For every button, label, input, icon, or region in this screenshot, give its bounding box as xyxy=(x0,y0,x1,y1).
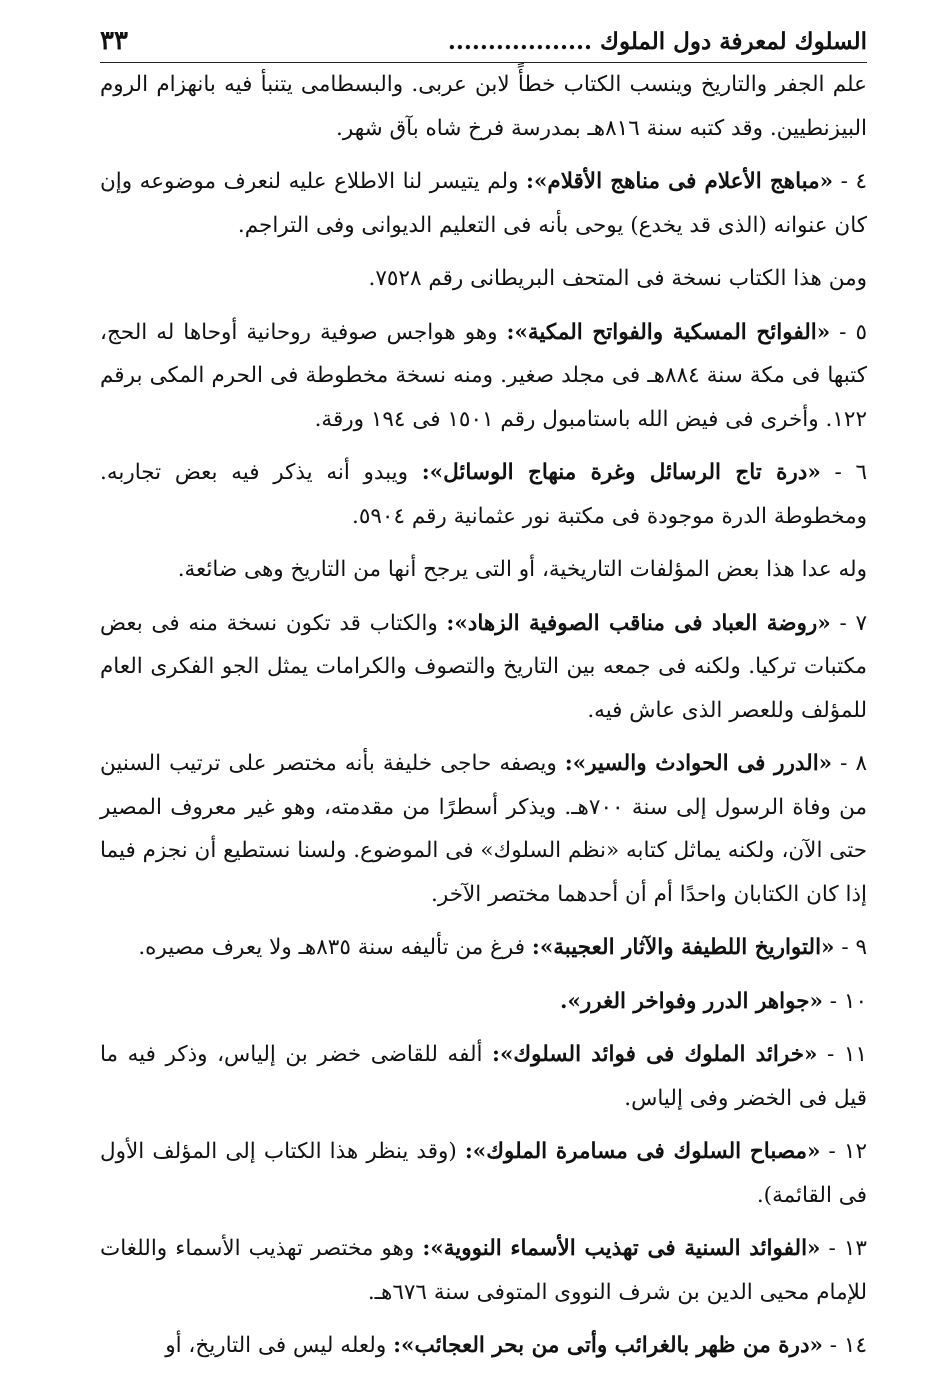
item-number: ١٣ - xyxy=(820,1236,867,1261)
paragraph xyxy=(100,1033,867,1120)
book-title: «مباهج الأعلام فى مناهج الأقلام»: xyxy=(526,169,834,194)
paragraph xyxy=(100,63,867,150)
page-body xyxy=(100,63,867,1368)
item-number: ٨ - xyxy=(832,751,868,776)
item-number: ٤ - xyxy=(833,169,867,194)
book-title: «مصباح السلوك فى مسامرة الملوك»: xyxy=(464,1139,821,1164)
book-title: «درة من ظهر بالغرائب وأتى من بحر العجائب»: xyxy=(393,1333,823,1358)
paragraph-text: ويصفه حاجى خليفة بأنه مختصر على ترتيب السنين من وفاة الرسول إلى سنة ٧٠٠هـ. ويذكر أسطرًا من مقدمته، وهو غير معروف المصير حتى الآن، ولكنه يماثل كتابه «نظم السلوك» فى الموضوع. ولسنا نستطيع أن نجزم فيما إذا كان الكتابان واحدًا أم أن أحدهما مختصر الآخر. xyxy=(100,751,867,907)
book-title: «الفوائد السنية فى تهذيب الأسماء النووية»: xyxy=(422,1236,821,1261)
paragraph xyxy=(100,548,867,592)
paragraph xyxy=(100,257,867,301)
header-rule xyxy=(100,62,867,63)
paragraph-text: وله عدا هذا بعض المؤلفات التاريخية، أو التى يرجح أنها من التاريخ وهى ضائعة. xyxy=(177,557,867,582)
item-number: ١٢ - xyxy=(820,1139,868,1164)
paragraph-text: فرغ من تأليفه سنة ٨٣٥هـ ولا يعرف مصيره. xyxy=(138,935,532,960)
paragraph-text: وهو هواجس صوفية روحانية أوحاها له الحج، كتبها فى مكة سنة ٨٨٤هـ فى مجلد صغير. ومنه نسخة مخطوطة فى الحرم المكى برقم ١٢٢. وأخرى فى فيض الله باستامبول رقم ١٥٠١ فى ١٩٤ ورقة. xyxy=(100,319,867,432)
paragraph xyxy=(100,311,867,442)
book-title: «خرائد الملوك فى فوائد السلوك»: xyxy=(492,1042,818,1067)
item-number: ١٤ - xyxy=(822,1333,867,1358)
paragraph-text: والكتاب قد تكون نسخة منه فى بعض مكتبات تركيا. ولكنه فى جمعه بين التاريخ والتصوف والكرامات يمثل الجو الفكرى العام للمؤلف وللعصر الذى عاش فيه. xyxy=(100,610,867,723)
item-number: ١١ - xyxy=(817,1042,867,1067)
item-number: ١٠ - xyxy=(822,988,867,1014)
book-title: «الدرر فى الحوادث والسير»: xyxy=(564,751,833,776)
book-title: «جواهر الدرر وفواخر الغرر». xyxy=(559,988,823,1014)
book-title: «درة تاج الرسائل وغرة منهاج الوسائل»: xyxy=(421,460,821,485)
running-header xyxy=(100,26,867,57)
item-number: ٧ - xyxy=(830,610,867,636)
paragraph-text: ولعله ليس فى التاريخ، أو xyxy=(165,1333,394,1358)
book-title: «الفوائح المسكية والفواتح المكية»: xyxy=(506,319,831,345)
item-number: ٥ - xyxy=(830,319,867,345)
paragraph-text: (وقد ينظر هذا الكتاب إلى المؤلف الأول فى القائمة). xyxy=(100,1139,867,1208)
paragraph-text: ومن هذا الكتاب نسخة فى المتحف البريطانى رقم ٧٥٢٨. xyxy=(368,266,867,291)
item-number: ٩ - xyxy=(834,935,867,960)
page-number: ٣٣ xyxy=(100,26,128,56)
paragraph xyxy=(100,1227,867,1314)
paragraph xyxy=(100,451,867,538)
paragraph xyxy=(100,980,867,1024)
paragraph-text: ويبدو أنه يذكر فيه بعض تجاربه. ومخطوطة الدرة موجودة فى مكتبة نور عثمانية رقم ٥٩٠٤. xyxy=(100,460,867,529)
paragraph xyxy=(100,1324,867,1368)
book-title: «روضة العباد فى مناقب الصوفية الزهاد»: xyxy=(446,610,831,636)
paragraph xyxy=(100,1130,867,1217)
item-number: ٦ - xyxy=(820,460,868,485)
paragraph xyxy=(100,602,867,733)
paragraph-text: ألفه للقاضى خضر بن إلياس، وذكر فيه ما قيل فى الخضر وفى إلياس. xyxy=(100,1042,867,1111)
book-title: «التواريخ اللطيفة والآثار العجيبة»: xyxy=(531,935,835,960)
paragraph-text: ولم يتيسر لنا الاطلاع عليه لنعرف موضوعه وإن كان عنوانه (الذى قد يخدع) يوحى بأنه فى التعليم الديوانى وفى التراجم. xyxy=(100,169,867,238)
paragraph-text: وهو مختصر تهذيب الأسماء واللغات للإمام محيى الدين بن شرف النووى المتوفى سنة ٦٧٦هـ. xyxy=(100,1236,867,1305)
running-title: السلوك لمعرفة دول الملوك .................. xyxy=(447,28,867,55)
paragraph-text: علم الجفر والتاريخ وينسب الكتاب خطأً لابن عربى. والبسطامى يتنبأ فيه بانهزام الروم البيزنطيين. وقد كتبه سنة ٨١٦هـ بمدرسة فرخ شاه بآق شهر. xyxy=(100,72,867,141)
paragraph xyxy=(100,742,867,916)
paragraph xyxy=(100,926,867,970)
paragraph xyxy=(100,160,867,247)
